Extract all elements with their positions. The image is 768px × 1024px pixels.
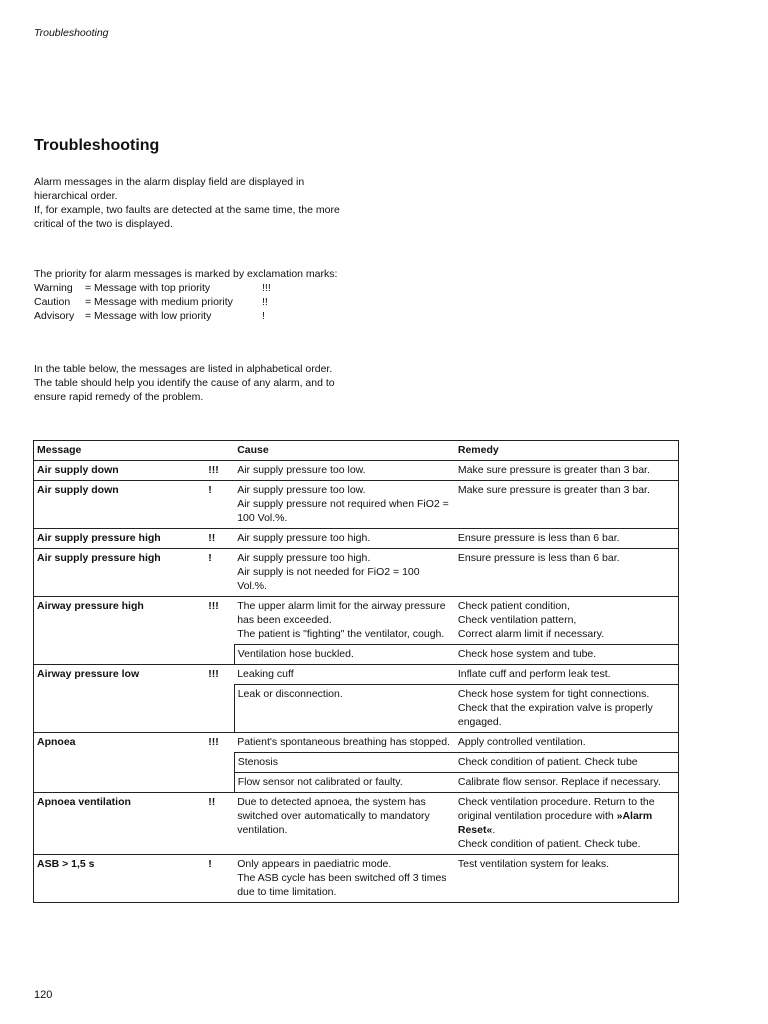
column-header-cause: Cause [234, 441, 455, 461]
cause-line: The ASB cycle has been switched off 3 times due to time limitation. [237, 872, 447, 898]
table-row [34, 793, 679, 855]
cause-line: Due to detected apnoea, the system has switched over automatically to mandatory ventilation. [237, 796, 430, 836]
alarm-priority: !! [205, 793, 234, 855]
column-header-message: Message [34, 441, 235, 461]
page-title: Troubleshooting [34, 137, 160, 154]
intro-paragraph: Alarm messages in the alarm display field are displayed in hierarchical order. [34, 176, 305, 202]
cause-line: Only appears in paediatric mode. [237, 858, 392, 870]
table-intro [34, 362, 344, 404]
priority-marks: !! [262, 296, 268, 308]
remedy-line: Check ventilation pattern, [457, 614, 577, 626]
alarm-cause [234, 733, 455, 753]
table-row [34, 529, 679, 549]
cause-line: Flow sensor not calibrated or faulty. [237, 776, 403, 788]
remedy-line: Check condition of patient. Check tube [457, 756, 638, 768]
priority-row [34, 309, 344, 323]
remedy-line: Make sure pressure is greater than 3 bar. [457, 484, 650, 496]
running-head: Troubleshooting [34, 27, 109, 39]
remedy-text: Check ventilation procedure. Return to the original ventilation procedure with [457, 796, 655, 822]
intro-paragraph: In the table below, the messages are listed in alphabetical order. The table should help you identify the cause of any alarm, and to ensure rapid remedy of the problem. [34, 363, 335, 403]
table-row [34, 665, 679, 685]
remedy-line: Check that the expiration valve is properly engaged. [457, 702, 653, 728]
alarm-remedy [455, 685, 679, 733]
cause-line: Leaking cuff [237, 668, 294, 680]
alarm-message: Air supply pressure high [34, 529, 206, 549]
page-number: 120 [34, 989, 53, 1001]
priority-description: = Message with low priority [85, 310, 212, 322]
alarm-cause [234, 549, 455, 597]
alarm-message: Apnoea ventilation [34, 793, 206, 855]
remedy-line: Check patient condition, [457, 600, 570, 612]
remedy-line: Apply controlled ventilation. [457, 736, 586, 748]
priority-level: Advisory [34, 310, 75, 322]
table-row [34, 461, 679, 481]
cause-line: Air supply pressure too low. [237, 464, 366, 476]
remedy-line: Ensure pressure is less than 6 bar. [457, 552, 620, 564]
remedy-line: Check hose system for tight connections. [457, 688, 650, 700]
alarm-cause [234, 665, 455, 685]
alarm-remedy [455, 793, 679, 855]
table-header-row [34, 441, 679, 461]
alarm-cause [234, 645, 455, 665]
alarm-cause [234, 793, 455, 855]
alarm-message: Air supply down [34, 461, 206, 481]
alarm-cause [234, 461, 455, 481]
alarm-remedy [455, 529, 679, 549]
cause-line: Air supply pressure not required when FiO2 = 100 Vol.%. [237, 498, 449, 524]
alarm-remedy [455, 773, 679, 793]
alarm-priority: !!! [205, 461, 234, 481]
cause-line: Air supply pressure too high. [237, 552, 371, 564]
table-row [34, 733, 679, 753]
cause-line: Stenosis [237, 756, 278, 768]
cause-line: Leak or disconnection. [237, 688, 343, 700]
alarm-priority: !!! [205, 733, 234, 793]
remedy-line: Ensure pressure is less than 6 bar. [457, 532, 620, 544]
alarm-remedy [455, 461, 679, 481]
remedy-line: Check hose system and tube. [457, 648, 597, 660]
priority-description: = Message with top priority [85, 282, 211, 294]
alarm-remedy [455, 597, 679, 645]
priority-level: Caution [34, 296, 71, 308]
alarm-cause [234, 481, 455, 529]
alarm-message: Airway pressure low [34, 665, 206, 733]
table-row [34, 597, 679, 645]
remedy-line: Calibrate flow sensor. Replace if necessary. [457, 776, 661, 788]
alarm-priority: ! [205, 855, 234, 903]
priority-legend [34, 267, 344, 323]
remedy-line: Check condition of patient. Check tube. [457, 838, 641, 850]
alarm-messages-table [33, 440, 679, 903]
alarm-remedy [455, 549, 679, 597]
cause-line: Air supply pressure too high. [237, 532, 371, 544]
priority-row [34, 281, 344, 295]
remedy-line: Test ventilation system for leaks. [457, 858, 610, 870]
priority-intro: The priority for alarm messages is marked by exclamation marks: [34, 268, 338, 280]
intro-paragraph: If, for example, two faults are detected at the same time, the more critical of the two is displayed. [34, 204, 340, 230]
alarm-remedy [455, 645, 679, 665]
alarm-message: ASB > 1,5 s [34, 855, 206, 903]
priority-description: = Message with medium priority [85, 296, 233, 308]
cause-line: Air supply is not needed for FiO2 = 100 Vol.%. [237, 566, 420, 592]
alarm-cause [234, 773, 455, 793]
remedy-line [458, 795, 675, 837]
alarm-message: Air supply down [34, 481, 206, 529]
alarm-cause [234, 855, 455, 903]
priority-marks: ! [262, 310, 265, 322]
alarm-message: Air supply pressure high [34, 549, 206, 597]
remedy-text: . [492, 824, 496, 836]
alarm-priority: !! [205, 529, 234, 549]
remedy-line: Correct alarm limit if necessary. [457, 628, 605, 640]
alarm-reset-key: »Alarm Reset« [457, 810, 653, 836]
alarm-message: Apnoea [34, 733, 206, 793]
alarm-remedy [455, 855, 679, 903]
cause-line: Patient's spontaneous breathing has stopped. [237, 736, 450, 748]
alarm-remedy [455, 753, 679, 773]
table-row [34, 549, 679, 597]
alarm-priority: !!! [205, 597, 234, 665]
remedy-line: Inflate cuff and perform leak test. [457, 668, 611, 680]
alarm-priority: ! [205, 549, 234, 597]
alarm-remedy [455, 481, 679, 529]
alarm-remedy [455, 733, 679, 753]
alarm-message: Airway pressure high [34, 597, 206, 665]
cause-line: Air supply pressure too low. [237, 484, 366, 496]
table-row [34, 481, 679, 529]
priority-row [34, 295, 344, 309]
priority-marks: !!! [262, 282, 271, 294]
alarm-cause [234, 597, 455, 645]
alarm-priority: !!! [205, 665, 234, 733]
alarm-cause [234, 529, 455, 549]
cause-line: The upper alarm limit for the airway pressure has been exceeded. [237, 600, 446, 626]
priority-level: Warning [34, 282, 73, 294]
table-row [34, 855, 679, 903]
alarm-cause [234, 685, 455, 733]
intro-paragraphs [34, 175, 344, 231]
column-header-remedy: Remedy [455, 441, 679, 461]
remedy-line: Make sure pressure is greater than 3 bar. [457, 464, 650, 476]
alarm-priority: ! [205, 481, 234, 529]
cause-line: Ventilation hose buckled. [237, 648, 354, 660]
cause-line: The patient is "fighting" the ventilator, cough. [237, 628, 445, 640]
alarm-remedy [455, 665, 679, 685]
alarm-cause [234, 753, 455, 773]
